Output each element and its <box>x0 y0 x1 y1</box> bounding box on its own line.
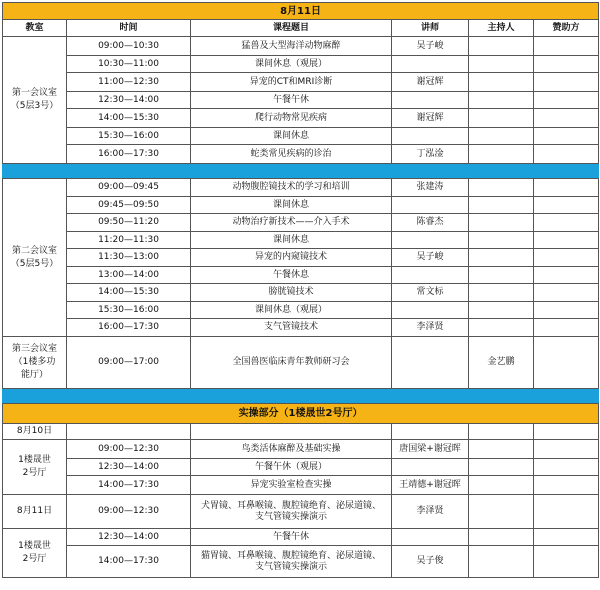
sponsor-cell <box>534 476 599 495</box>
course-cell: 课间休息 <box>191 128 392 145</box>
course-cell: 课间休息（观展） <box>191 56 392 73</box>
lecturer-cell <box>392 56 469 73</box>
header-row <box>3 20 599 37</box>
location-name: 1楼晟世 <box>18 541 51 551</box>
divider-row <box>3 164 599 179</box>
location-hall: 2号厅 <box>22 554 47 564</box>
time-cell: 16:00—17:30 <box>67 319 191 337</box>
time-cell: 12:30—14:00 <box>67 92 191 109</box>
time-cell: 14:00—15:30 <box>67 284 191 302</box>
table-row <box>3 214 599 232</box>
course-cell: 午餐午休（观展） <box>191 459 392 476</box>
divider-bar <box>3 389 599 404</box>
host-cell <box>469 459 534 476</box>
course-cell: 猛兽及大型海洋动物麻醉 <box>191 37 392 56</box>
lecturer-cell: 吴子峻 <box>392 37 469 56</box>
course-cell: 午餐午休 <box>191 92 392 109</box>
table-row <box>3 546 599 578</box>
course-cell: 异宠的内窥镜技术 <box>191 249 392 267</box>
room-name: 第三会议室 <box>11 344 57 354</box>
divider-bar <box>3 164 599 179</box>
room-cell <box>3 37 67 164</box>
table-row <box>3 232 599 249</box>
time-cell: 15:30—16:00 <box>67 302 191 319</box>
lecturer-cell: 李泽贤 <box>392 319 469 337</box>
table-row <box>3 440 599 459</box>
time-cell: 09:00—12:30 <box>67 495 191 529</box>
course-cell: 异宠的CT和MRI诊断 <box>191 73 392 92</box>
host-cell <box>469 92 534 109</box>
sponsor-cell <box>534 197 599 214</box>
table-row <box>3 529 599 546</box>
host-cell <box>469 546 534 578</box>
lecturer-cell: 常文标 <box>392 284 469 302</box>
header-time: 时间 <box>67 20 191 37</box>
host-cell <box>469 319 534 337</box>
lecturer-cell: 陈睿杰 <box>392 214 469 232</box>
lecturer-cell: 张建涛 <box>392 179 469 197</box>
time-cell: 09:00—12:30 <box>67 440 191 459</box>
lecturer-cell <box>392 232 469 249</box>
sponsor-cell <box>534 267 599 284</box>
course-cell: 课间休息 <box>191 232 392 249</box>
table-row <box>3 249 599 267</box>
location-cell <box>3 529 67 578</box>
host-cell: 金艺鹏 <box>469 337 534 389</box>
table-row <box>3 145 599 164</box>
table-row <box>3 424 599 440</box>
host-cell <box>469 37 534 56</box>
table-row <box>3 495 599 529</box>
host-cell <box>469 249 534 267</box>
header-course: 课程题目 <box>191 20 392 37</box>
practical-title: 实操部分（1楼晟世2号厅） <box>3 404 599 424</box>
time-cell: 12:30—14:00 <box>67 529 191 546</box>
time-cell: 15:30—16:00 <box>67 128 191 145</box>
lecturer-cell <box>392 128 469 145</box>
host-cell <box>469 109 534 128</box>
sponsor-cell <box>534 337 599 389</box>
host-cell <box>469 145 534 164</box>
host-cell <box>469 56 534 73</box>
sponsor-cell <box>534 424 599 440</box>
lecturer-cell: 吴子俊 <box>392 546 469 578</box>
time-cell: 11:20—11:30 <box>67 232 191 249</box>
location-hall: 2号厅 <box>22 468 47 478</box>
lecturer-cell: 吴子峻 <box>392 249 469 267</box>
host-cell <box>469 284 534 302</box>
schedule-table <box>2 2 599 578</box>
room-cell <box>3 337 67 389</box>
lecturer-cell: 谢冠辉 <box>392 109 469 128</box>
table-row <box>3 302 599 319</box>
time-cell: 13:00—14:00 <box>67 267 191 284</box>
lecturer-cell: 王靖德+谢冠晖 <box>392 476 469 495</box>
course-cell: 午餐休息 <box>191 267 392 284</box>
header-host: 主持人 <box>469 20 534 37</box>
table-row <box>3 128 599 145</box>
table-row <box>3 92 599 109</box>
host-cell <box>469 232 534 249</box>
date-title: 8月11日 <box>3 3 599 20</box>
date-cell: 8月10日 <box>3 424 67 440</box>
room-name: 第二会议室 <box>11 245 57 256</box>
lecturer-cell: 谢冠辉 <box>392 73 469 92</box>
sponsor-cell <box>534 529 599 546</box>
course-line: 猫胃镜、耳鼻喉镜、腹腔镜绝育、泌尿道镜、 <box>200 550 381 561</box>
course-cell: 课间休息（观展） <box>191 302 392 319</box>
time-cell: 09:45—09:50 <box>67 197 191 214</box>
sponsor-cell <box>534 232 599 249</box>
sponsor-cell <box>534 495 599 529</box>
header-sponsor: 赞助方 <box>534 20 599 37</box>
time-cell: 10:30—11:00 <box>67 56 191 73</box>
host-cell <box>469 529 534 546</box>
table-row <box>3 37 599 56</box>
sponsor-cell <box>534 145 599 164</box>
course-line: 支气管镜实操演示 <box>254 511 327 522</box>
course-cell <box>191 546 392 578</box>
table-row <box>3 73 599 92</box>
course-cell: 异宠实验室检查实操 <box>191 476 392 495</box>
lecturer-cell <box>392 337 469 389</box>
table-row <box>3 337 599 389</box>
table-row <box>3 319 599 337</box>
course-cell: 爬行动物常见疾病 <box>191 109 392 128</box>
course-cell: 午餐午休 <box>191 529 392 546</box>
host-cell <box>469 73 534 92</box>
lecturer-cell <box>392 267 469 284</box>
room-location-cont: 能厅） <box>20 370 48 380</box>
lecturer-cell <box>392 459 469 476</box>
time-cell: 09:00—10:30 <box>67 37 191 56</box>
table-row <box>3 284 599 302</box>
time-cell: 09:00—09:45 <box>67 179 191 197</box>
sponsor-cell <box>534 440 599 459</box>
time-cell: 12:30—14:00 <box>67 459 191 476</box>
lecturer-cell: 丁泓淦 <box>392 145 469 164</box>
table-row <box>3 56 599 73</box>
host-cell <box>469 440 534 459</box>
course-cell: 鸟类活体麻醉及基础实操 <box>191 440 392 459</box>
lecturer-cell <box>392 197 469 214</box>
date-cell: 8月11日 <box>3 495 67 529</box>
course-cell: 支气管镜技术 <box>191 319 392 337</box>
room-name: 第一会议室 <box>11 88 57 98</box>
sponsor-cell <box>534 128 599 145</box>
host-cell <box>469 476 534 495</box>
lecturer-cell <box>392 424 469 440</box>
host-cell <box>469 267 534 284</box>
sponsor-cell <box>534 249 599 267</box>
lecturer-cell: 唐国梁+谢冠晖 <box>392 440 469 459</box>
table-row <box>3 476 599 495</box>
table-row <box>3 197 599 214</box>
table-row <box>3 459 599 476</box>
lecturer-cell <box>392 529 469 546</box>
course-cell: 动物腹腔镜技术的学习和培训 <box>191 179 392 197</box>
lecturer-cell: 李泽贤 <box>392 495 469 529</box>
sponsor-cell <box>534 214 599 232</box>
course-cell: 动物治疗新技术——介入手术 <box>191 214 392 232</box>
time-cell: 11:30—13:00 <box>67 249 191 267</box>
sponsor-cell <box>534 179 599 197</box>
host-cell <box>469 302 534 319</box>
course-line: 犬胃镜、耳鼻喉镜、腹腔镜绝育、泌尿道镜、 <box>200 500 381 511</box>
table-row <box>3 267 599 284</box>
time-cell <box>67 424 191 440</box>
sponsor-cell <box>534 319 599 337</box>
time-cell: 14:00—15:30 <box>67 109 191 128</box>
location-name: 1楼晟世 <box>18 455 51 465</box>
table-row <box>3 179 599 197</box>
sponsor-cell <box>534 56 599 73</box>
host-cell <box>469 214 534 232</box>
time-cell: 09:00—17:00 <box>67 337 191 389</box>
host-cell <box>469 197 534 214</box>
course-cell: 蛇类常见疾病的诊治 <box>191 145 392 164</box>
room-location: （1楼多功 <box>13 357 56 367</box>
course-cell: 全国兽医临床青年教师研习会 <box>191 337 392 389</box>
course-cell <box>191 495 392 529</box>
header-room: 教室 <box>3 20 67 37</box>
room-cell <box>3 179 67 337</box>
lecturer-cell <box>392 92 469 109</box>
time-cell: 09:50—11:20 <box>67 214 191 232</box>
time-cell: 14:00—17:30 <box>67 476 191 495</box>
header-lecturer: 讲师 <box>392 20 469 37</box>
time-cell: 16:00—17:30 <box>67 145 191 164</box>
course-line: 支气管镜实操演示 <box>254 561 327 572</box>
table-row <box>3 109 599 128</box>
sponsor-cell <box>534 459 599 476</box>
sponsor-cell <box>534 92 599 109</box>
course-cell: 课间休息 <box>191 197 392 214</box>
location-cell <box>3 440 67 495</box>
course-cell <box>191 424 392 440</box>
sponsor-cell <box>534 109 599 128</box>
sponsor-cell <box>534 284 599 302</box>
divider-row <box>3 389 599 404</box>
time-cell: 11:00—12:30 <box>67 73 191 92</box>
section-title-row <box>3 404 599 424</box>
time-cell: 14:00—17:30 <box>67 546 191 578</box>
room-location: （5层5号） <box>10 258 59 269</box>
sponsor-cell <box>534 37 599 56</box>
course-cell: 膀胱镜技术 <box>191 284 392 302</box>
sponsor-cell <box>534 73 599 92</box>
host-cell <box>469 128 534 145</box>
host-cell <box>469 424 534 440</box>
host-cell <box>469 495 534 529</box>
title-row <box>3 3 599 20</box>
room-location: （5层3号） <box>10 101 59 111</box>
host-cell <box>469 179 534 197</box>
sponsor-cell <box>534 546 599 578</box>
lecturer-cell <box>392 302 469 319</box>
sponsor-cell <box>534 302 599 319</box>
